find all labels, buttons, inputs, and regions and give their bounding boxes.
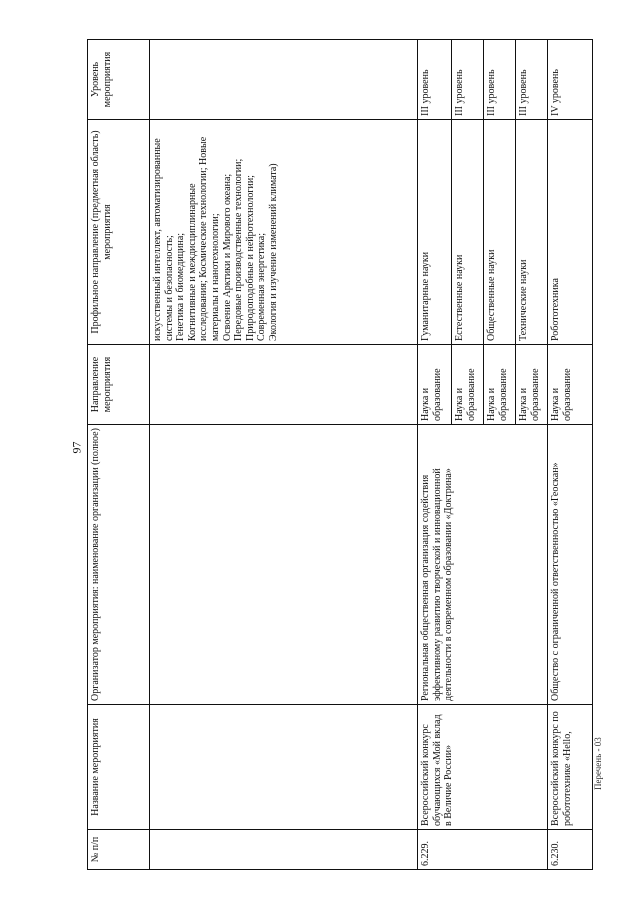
direction: Наука и образование [452, 345, 484, 425]
level: III уровень [484, 40, 516, 120]
profile: Робототехника [548, 120, 593, 345]
profile-line: Генетика и биомедицина; [175, 232, 187, 341]
continued-name [150, 705, 418, 830]
page-number: 97 [69, 441, 84, 454]
profile: Общественные науки [484, 120, 516, 345]
continued-org [150, 425, 418, 705]
profile-line: Когнитивные и междисциплинарные исследования; Космические технологии; Новые материалы и нанотехнологии; [186, 136, 221, 341]
level: III уровень [418, 40, 452, 120]
profile: Гуманитарные науки [418, 120, 452, 345]
profile-line: Освоение Арктики и Мирового океана; [221, 173, 233, 341]
header-row [88, 40, 150, 870]
organizer: Общество с ограниченной ответственностью «Геоскан» [548, 425, 593, 705]
profile-line: Передовые производственные технологии; [233, 158, 245, 341]
direction: Наука и образование [548, 345, 593, 425]
direction: Наука и образование [484, 345, 516, 425]
profile: Естественные науки [452, 120, 484, 345]
table-row [548, 40, 593, 870]
direction: Наука и образование [516, 345, 548, 425]
row-number: 6.230. [548, 830, 593, 870]
footer-text: Перечень - 03 [593, 737, 603, 790]
row-number: 6.229. [418, 830, 548, 870]
header-num: № п/п [88, 830, 150, 870]
header-org: Организатор мероприятия: наименование организации (полное) [88, 425, 150, 705]
profile-line: Современная энергетика; [256, 233, 268, 341]
organizer: Региональная общественная организация содействия эффективному развитию творческой и инновационной деятельности в современном образовании «Доктрина» [418, 425, 548, 705]
header-profile: Профильное направление (предметная область) мероприятия [88, 120, 150, 345]
header-direction: Направление мероприятия [88, 345, 150, 425]
header-level: Уровень мероприятия [88, 40, 150, 120]
profile-line: Экология и изучение изменений климата) [267, 163, 279, 341]
profile-line: искусственный интеллект, автоматизированные системы и безопасность; [152, 138, 175, 341]
events-table-wrapper [87, 40, 592, 870]
continued-profile-list [150, 120, 418, 345]
profile-line: Природоподобные и нейротехнологии; [244, 175, 256, 341]
profile: Технические науки [516, 120, 548, 345]
event-name: Всероссийский конкурс по робототехнике «Hello, [548, 705, 593, 830]
continued-num [150, 830, 418, 870]
header-name: Название мероприятия [88, 705, 150, 830]
continued-direction [150, 345, 418, 425]
level: III уровень [516, 40, 548, 120]
direction: Наука и образование [418, 345, 452, 425]
continued-row [150, 40, 418, 870]
level: III уровень [452, 40, 484, 120]
level: IV уровень [548, 40, 593, 120]
events-table [87, 39, 593, 870]
table-row [418, 40, 452, 870]
continued-level [150, 40, 418, 120]
event-name: Всероссийский конкурс обучающихся «Мой вклад в Величие России» [418, 705, 548, 830]
